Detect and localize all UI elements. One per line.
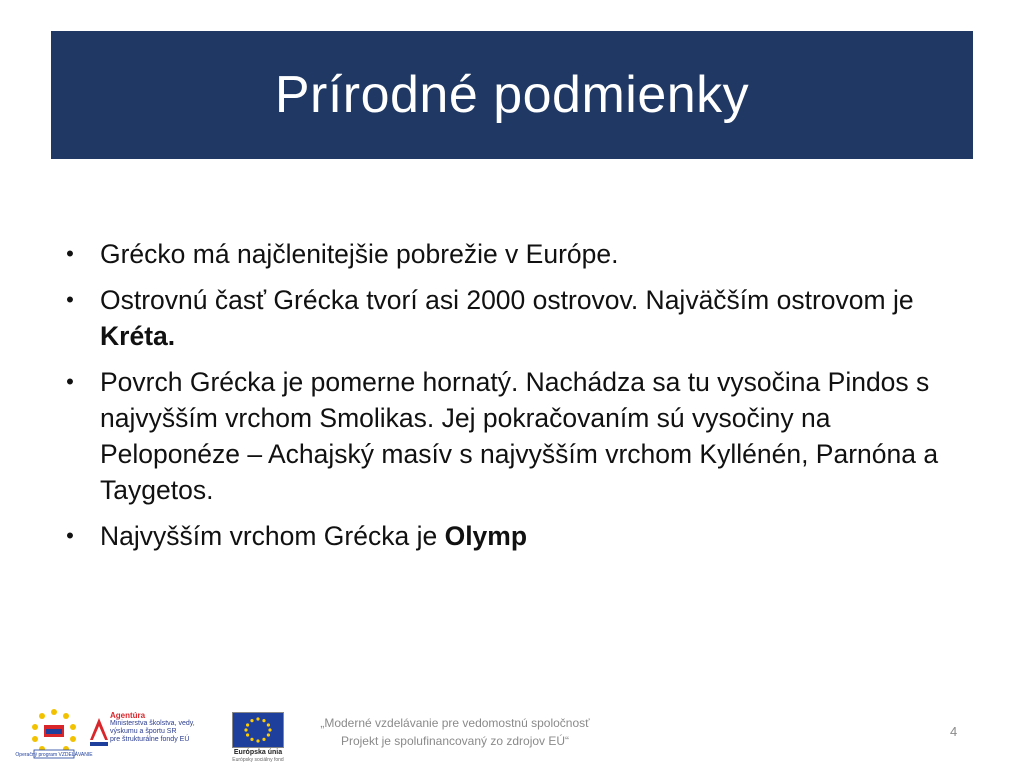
agency-book-icon (88, 712, 110, 748)
bullet-list (60, 236, 960, 554)
title-banner (51, 31, 973, 159)
agency-sub1: Ministerstva školstva, vedy, výskumu a športu SR (110, 720, 195, 735)
op-logo-icon (15, 706, 93, 762)
slide-content (60, 236, 960, 564)
agency-logo (88, 712, 218, 752)
eu-flag-icon (232, 712, 284, 748)
bullet-text: Grécko má najčlenitejšie pobrežie v Európe. (100, 239, 619, 269)
agency-sub2: pre štrukturálne fondy EÚ (110, 736, 190, 743)
agency-text (110, 712, 220, 744)
bullet-item (60, 236, 960, 272)
eu-logo (232, 712, 284, 763)
bullet-text-bold: Olymp (444, 521, 528, 551)
bullet-item (60, 364, 960, 508)
footer-line-1: „Moderné vzdelávanie pre vedomostnú spoločnosť (320, 716, 590, 730)
page-number: 4 (950, 724, 958, 739)
bullet-text: Najvyšším vrchom Grécka je (100, 521, 445, 551)
footer-line-2: Projekt je spolufinancovaný zo zdrojov EÚ“ (340, 734, 570, 748)
bullet-text: Ostrovnú časť Grécka tvorí asi 2000 ostrovov. Najväčším ostrovom je (100, 285, 914, 315)
bullet-text: Povrch Grécka je pomerne hornatý. Nachádza sa tu vysočina Pindos s najvyšším vrchom Smolikas. Jej pokračovaním sú vysočiny na Peloponéze – Achajský masív s najvyšším vrchom Kyllénén, Parnóna a Taygetos. (100, 367, 939, 505)
bullet-text-bold: Kréta. (100, 321, 176, 351)
bullet-dot-icon: • (66, 287, 74, 312)
footer-project-text (290, 714, 620, 750)
slide-title: Prírodné podmienky (274, 66, 750, 124)
eu-label: Európska únia (233, 749, 283, 756)
bullet-dot-icon: • (66, 369, 74, 394)
bullet-item (60, 282, 960, 354)
bullet-dot-icon: • (66, 523, 74, 548)
slide-footer (0, 700, 1024, 768)
eu-sub: Európsky sociálny fond (232, 757, 284, 763)
agency-title: Agentúra (110, 711, 146, 720)
bullet-dot-icon: • (66, 241, 74, 266)
op-logo-text: Operačný program VZDELÁVANIE (15, 752, 93, 758)
bullet-item (60, 518, 960, 554)
op-vzdelavanie-logo (15, 706, 93, 762)
